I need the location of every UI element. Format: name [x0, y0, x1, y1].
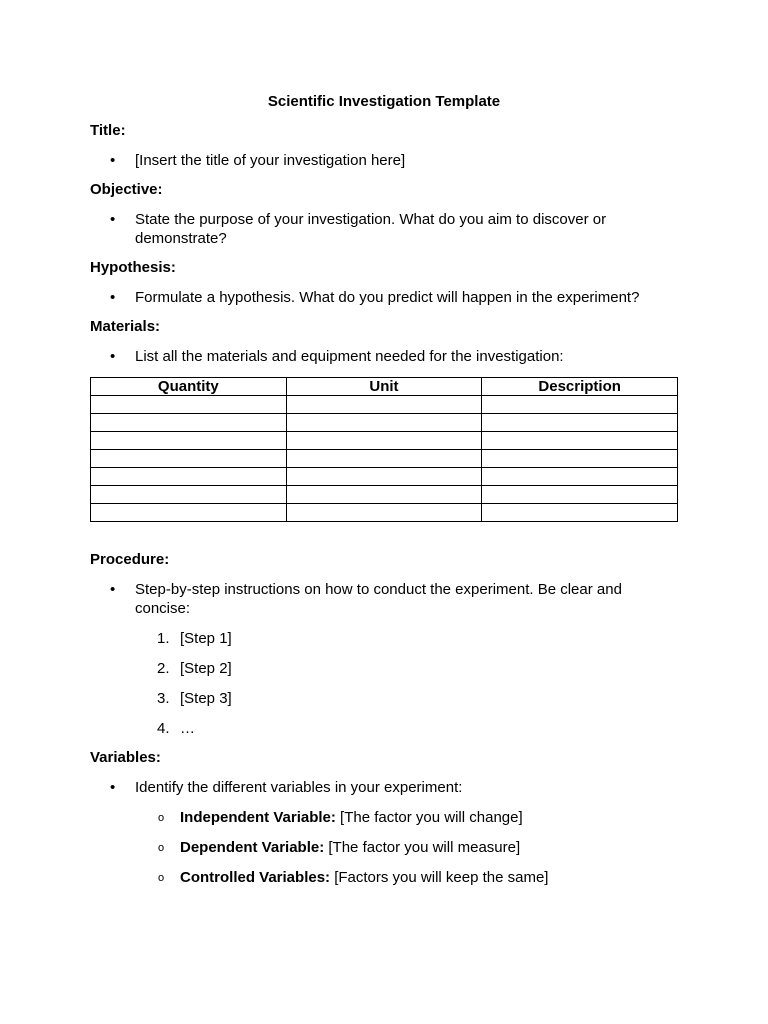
variables-bullet-text: Identify the different variables in your experiment: [135, 779, 463, 796]
table-row [91, 450, 678, 468]
hypothesis-heading: Hypothesis: [90, 259, 176, 276]
circle-bullet-icon: o [158, 842, 165, 854]
circle-bullet-icon: o [158, 872, 165, 884]
materials-heading: Materials: [90, 318, 161, 335]
table-cell[interactable] [91, 432, 287, 450]
title-bullet-text: [Insert the title of your investigation here] [135, 152, 406, 169]
step-number: 2. [157, 660, 170, 677]
table-cell[interactable] [91, 396, 287, 414]
title-heading: Title: [90, 122, 126, 139]
bullet-dot: • [110, 779, 116, 796]
table-row [91, 396, 678, 414]
column-header-unit: Unit [286, 378, 482, 396]
variable-text: [Factors you will keep the same] [330, 869, 549, 886]
table-cell[interactable] [482, 396, 678, 414]
column-header-quantity: Quantity [91, 378, 287, 396]
hypothesis-bullet [90, 288, 678, 307]
objective-bullet [90, 210, 678, 248]
variable-item-controlled [90, 868, 678, 887]
table-cell[interactable] [91, 450, 287, 468]
table-row [91, 414, 678, 432]
bullet-dot: • [110, 581, 116, 598]
step-number: 3. [157, 690, 170, 707]
table-cell[interactable] [286, 486, 482, 504]
materials-table-header-row [91, 378, 678, 396]
procedure-bullet [90, 580, 678, 618]
bullet-dot: • [110, 211, 116, 228]
column-header-description: Description [482, 378, 678, 396]
table-cell[interactable] [286, 504, 482, 522]
table-cell[interactable] [482, 504, 678, 522]
materials-table [90, 377, 678, 522]
table-cell[interactable] [286, 432, 482, 450]
hypothesis-bullet-text: Formulate a hypothesis. What do you predict will happen in the experiment? [135, 289, 640, 306]
bullet-dot: • [110, 348, 116, 365]
procedure-heading: Procedure: [90, 551, 170, 568]
materials-bullet [90, 347, 678, 366]
table-row [91, 432, 678, 450]
step-text: [Step 2] [180, 660, 232, 677]
bullet-dot: • [110, 152, 116, 169]
step-number: 4. [157, 720, 170, 737]
table-cell[interactable] [482, 450, 678, 468]
variables-bullet [90, 778, 678, 797]
table-cell[interactable] [286, 450, 482, 468]
table-cell[interactable] [286, 396, 482, 414]
table-row [91, 468, 678, 486]
document-page [90, 92, 678, 887]
step-number: 1. [157, 630, 170, 647]
table-cell[interactable] [91, 504, 287, 522]
table-cell[interactable] [91, 468, 287, 486]
table-cell[interactable] [286, 414, 482, 432]
procedure-bullet-text: Step-by-step instructions on how to conduct the experiment. Be clear and concise: [135, 581, 622, 617]
variable-item-independent [90, 808, 678, 827]
table-cell[interactable] [482, 414, 678, 432]
document-title: Scientific Investigation Template [267, 93, 501, 110]
table-row [91, 504, 678, 522]
objective-bullet-text: State the purpose of your investigation. What do you aim to discover or demonstrate? [135, 211, 607, 247]
procedure-step [90, 689, 678, 708]
table-cell[interactable] [91, 486, 287, 504]
table-row [91, 486, 678, 504]
step-text: [Step 3] [180, 690, 232, 707]
table-cell[interactable] [482, 486, 678, 504]
step-text: … [180, 720, 195, 737]
procedure-step [90, 719, 678, 738]
bullet-dot: • [110, 289, 116, 306]
objective-heading: Objective: [90, 181, 163, 198]
variable-text: [The factor you will change] [335, 809, 523, 826]
table-cell[interactable] [482, 468, 678, 486]
variable-label: Independent Variable: [180, 809, 336, 826]
table-cell[interactable] [286, 468, 482, 486]
variable-label: Controlled Variables: [180, 869, 331, 886]
procedure-step [90, 659, 678, 678]
table-cell[interactable] [482, 432, 678, 450]
title-bullet [90, 151, 678, 170]
step-text: [Step 1] [180, 630, 232, 647]
circle-bullet-icon: o [158, 812, 165, 824]
variable-text: [The factor you will measure] [324, 839, 521, 856]
procedure-step [90, 629, 678, 648]
materials-bullet-text: List all the materials and equipment needed for the investigation: [135, 348, 564, 365]
variable-label: Dependent Variable: [180, 839, 325, 856]
variables-heading: Variables: [90, 749, 161, 766]
variable-item-dependent [90, 838, 678, 857]
table-cell[interactable] [91, 414, 287, 432]
